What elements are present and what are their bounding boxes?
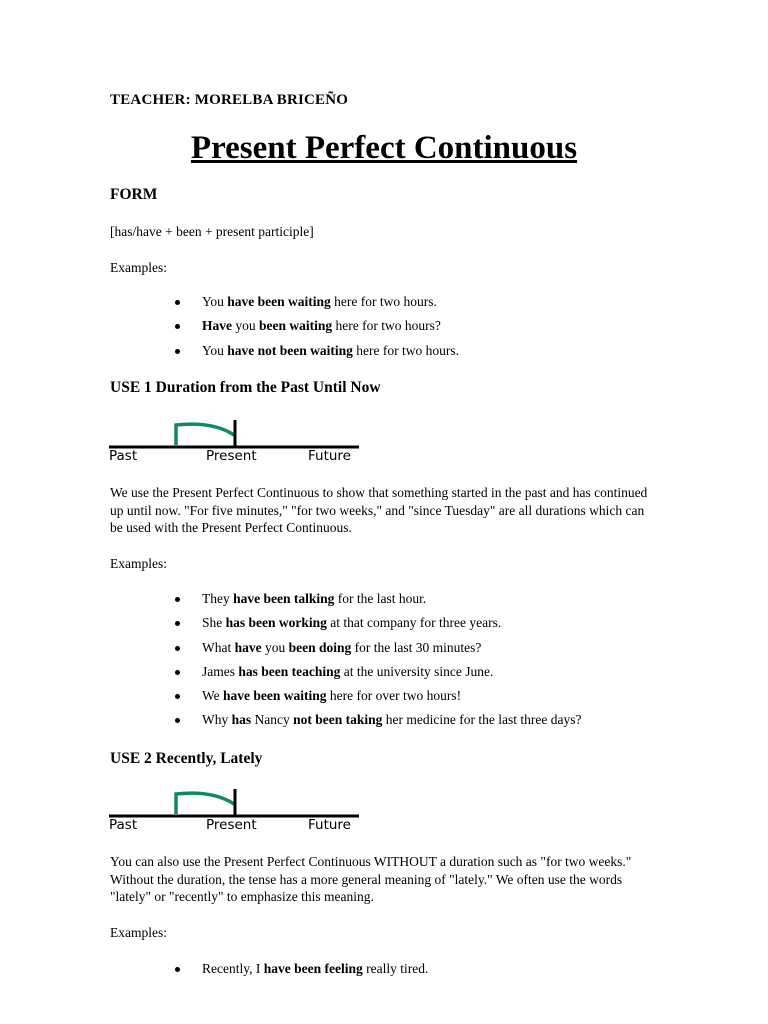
verb-phrase: Have (202, 318, 232, 334)
text-run: Nancy (251, 712, 294, 728)
bullet-icon (175, 967, 180, 972)
teacher-name: TEACHER: MORELBA BRICEÑO (110, 92, 349, 108)
verb-phrase: have (234, 639, 262, 655)
form-examples-label: Examples: (110, 260, 167, 275)
verb-phrase: have been waiting (227, 294, 331, 309)
list-item-text (202, 957, 428, 981)
use1-heading: USE 1 Duration from the Past Until Now (110, 379, 381, 396)
verb-phrase: not been taking (293, 712, 383, 728)
text-run: She (202, 615, 226, 631)
list-item-text (202, 339, 459, 363)
text-run: you (232, 318, 259, 334)
text-run: you (261, 639, 289, 655)
verb-phrase: has (231, 712, 252, 728)
form-formula: [has/have + been + present participle] (110, 224, 314, 239)
text-run: really tired. (362, 961, 429, 976)
form-heading: FORM (110, 186, 158, 203)
verb-phrase: has been teaching (238, 663, 341, 679)
text-run: at that company for three years. (326, 615, 502, 631)
bullet-icon (175, 718, 180, 723)
text-run: We (202, 688, 224, 704)
text-run: here for two hours. (352, 342, 460, 358)
verb-phrase: have not been waiting (227, 342, 353, 358)
bullet-icon (175, 670, 180, 675)
text-run: Recently, I (202, 961, 264, 976)
timeline-diagram (108, 787, 363, 819)
verb-phrase: has been working (225, 615, 327, 631)
list-item-text (202, 290, 437, 314)
list-item-text (202, 660, 493, 684)
page-title: Present Perfect Continuous (190, 130, 578, 166)
use1-paragraph: We use the Present Perfect Continuous to show that something started in the past and has continued up until now. "For five minutes," "for two weeks," and "since Tuesday" are all durations which can be used with the Present Perfect Continuous. (110, 485, 648, 535)
text-run: for the last hour. (334, 591, 427, 606)
bullet-icon (175, 300, 180, 305)
use2-timeline (108, 787, 363, 837)
use1-timeline (108, 418, 363, 468)
verb-phrase: been waiting (259, 318, 333, 334)
timeline-label-past: Past (109, 817, 138, 833)
text-run: Why (202, 712, 232, 728)
bullet-icon (175, 349, 180, 354)
text-run: You (202, 294, 228, 309)
text-run: here for two hours? (332, 318, 441, 334)
timeline-label-future: Future (308, 448, 351, 464)
text-run: You (202, 342, 228, 358)
list-item-text (202, 611, 501, 635)
timeline-label-present: Present (206, 448, 257, 464)
use2-paragraph: You can also use the Present Perfect Continuous WITHOUT a duration such as "for two weeks." Without the duration, the tense has a more general meaning of "lately." We often use the words "lately" or "recently" to emphasize this meaning. (110, 854, 632, 904)
list-item-text (202, 636, 481, 660)
duration-arc (176, 793, 234, 814)
bullet-icon (175, 324, 180, 329)
bullet-icon (175, 646, 180, 651)
list-item-text (202, 314, 441, 338)
use2-heading: USE 2 Recently, Lately (110, 750, 263, 767)
text-run: here for two hours. (330, 294, 437, 309)
list-item-text (202, 684, 461, 708)
text-run: What (202, 639, 235, 655)
list-item-text (202, 708, 581, 732)
duration-arc (176, 424, 234, 445)
bullet-icon (175, 694, 180, 699)
text-run: at the university since June. (340, 663, 494, 679)
text-run: They (202, 591, 234, 606)
text-run: here for over two hours! (326, 688, 462, 704)
timeline-label-past: Past (109, 448, 138, 464)
text-run: for the last 30 minutes? (351, 639, 482, 655)
use1-examples-label: Examples: (110, 556, 167, 571)
use2-examples-label: Examples: (110, 925, 167, 940)
timeline-label-future: Future (308, 817, 351, 833)
timeline-diagram (108, 418, 363, 450)
text-run: her medicine for the last three days? (382, 712, 582, 728)
bullet-icon (175, 621, 180, 626)
verb-phrase: have been talking (233, 591, 335, 606)
verb-phrase: been doing (288, 639, 352, 655)
bullet-icon (175, 597, 180, 602)
list-item-text (202, 587, 426, 611)
text-run: James (202, 663, 239, 679)
verb-phrase: have been feeling (263, 961, 363, 976)
verb-phrase: have been waiting (223, 688, 327, 704)
timeline-label-present: Present (206, 817, 257, 833)
